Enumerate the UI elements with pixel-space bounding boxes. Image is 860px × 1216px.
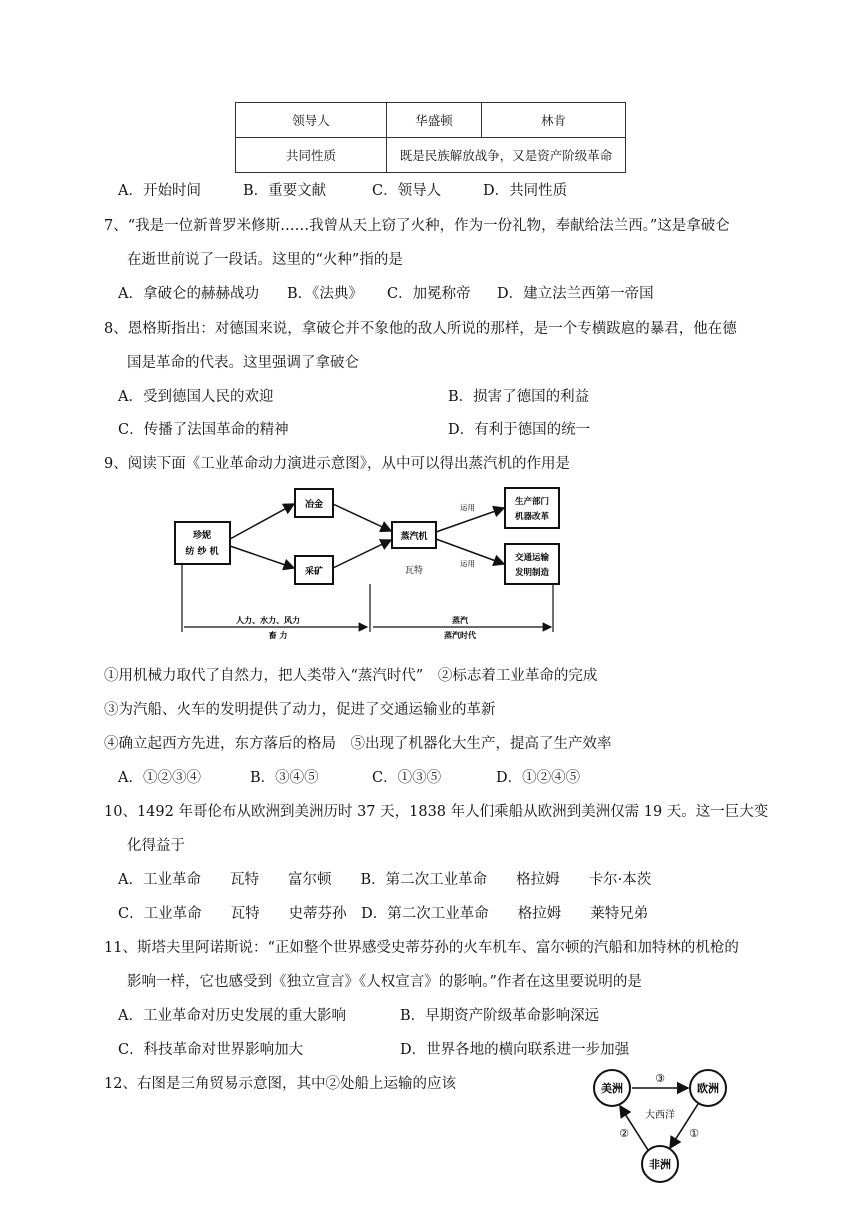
power-left-label-2: 畜 力 [268, 631, 288, 640]
americas-label: 美洲 [601, 1082, 623, 1095]
table-cell: 华盛顿 [387, 103, 482, 138]
apply-label-1: 运用 [460, 503, 475, 512]
q9-option-b: B．③④⑤ [250, 770, 319, 786]
q9-option-a: A．①②③④ [118, 770, 201, 786]
power-left-label-1: 人力、水力、风力 [236, 616, 300, 625]
ocean-label: 大西洋 [645, 1110, 675, 1121]
route-3-label: ③ [655, 1072, 665, 1085]
transport-label-1: 交通运输 [514, 553, 550, 563]
q11-stem-line1: 11、斯塔夫里阿诺斯说：“正如整个世界感受史蒂芬孙的火车机车、富尔顿的汽船和加特林的机枪的 [104, 940, 739, 956]
triangle-trade-diagram [590, 1066, 735, 1186]
production-box [505, 488, 559, 528]
q9-statement-1: ①用机械力取代了自然力，把人类带入“蒸汽时代” ②标志着工业革命的完成 [104, 668, 598, 684]
q8-stem-line2: 国是革命的代表。这里强调了拿破仑 [127, 355, 359, 371]
q10-options-row1: A．工业革命 瓦特 富尔顿 B．第二次工业革命 格拉姆 卡尔·本茨 [118, 872, 652, 888]
production-label-1: 生产部门 [514, 497, 550, 507]
watt-label: 瓦特 [404, 566, 424, 576]
steam-engine-label: 蒸汽机 [400, 532, 428, 542]
q7-option-c: C．加冕称帝 [387, 286, 471, 302]
q7-option-b: B．《法典》 [287, 286, 363, 302]
power-right-label-2: 蒸汽时代 [444, 631, 476, 640]
comparison-table [235, 102, 626, 173]
q6-option-b: B．重要文献 [243, 183, 327, 199]
spinning-jenny-box [175, 522, 230, 564]
q9-option-c: C．①③⑤ [372, 770, 442, 786]
q9-statement-3: ④确立起西方先进，东方落后的格局 ⑤出现了机器化大生产，提高了生产效率 [104, 736, 612, 752]
route-2-label: ② [619, 1127, 629, 1140]
q11-option-a: A．工业革命对历史发展的重大影响 [118, 1008, 346, 1024]
q12-stem: 12、右图是三角贸易示意图，其中②处船上运输的应该 [104, 1076, 456, 1092]
q10-stem-line1: 10、1492 年哥伦布从欧洲到美洲历时 37 天，1838 年人们乘船从欧洲到美洲仅需 19 天。这一巨大变 [104, 804, 769, 820]
table-cell: 共同性质 [236, 138, 387, 173]
europe-label: 欧洲 [697, 1082, 719, 1095]
q8-option-c: C．传播了法国革命的精神 [118, 422, 289, 438]
africa-label: 非洲 [649, 1158, 671, 1171]
q9-stem: 9、阅读下面《工业革命动力演进示意图》，从中可以得出蒸汽机的作用是 [104, 456, 570, 472]
q7-option-d: D．建立法兰西第一帝国 [497, 286, 654, 302]
q8-option-b: B．损害了德国的利益 [448, 389, 590, 405]
q7-stem-line2: 在逝世前说了一段话。这里的“火种”指的是 [127, 252, 403, 268]
q11-stem-line2: 影响一样，它也感受到《独立宣言》《人权宣言》的影响。”作者在这里要说明的是 [127, 974, 642, 990]
q7-stem-line1: 7、“我是一位新普罗米修斯……我曾从天上窃了火种，作为一份礼物，奉献给法兰西。”这是拿破仑 [104, 218, 730, 234]
q10-stem-line2: 化得益于 [127, 838, 185, 854]
q11-option-c: C．科技革命对世界影响加大 [118, 1042, 304, 1058]
power-evolution-diagram [170, 484, 570, 644]
q6-option-c: C．领导人 [372, 183, 442, 199]
transport-label-2: 发明制造 [514, 568, 550, 578]
transport-box [505, 544, 559, 584]
q6-option-d: D．共同性质 [483, 183, 568, 199]
q11-option-d: D．世界各地的横向联系进一步加强 [400, 1042, 630, 1058]
q9-statement-2: ③为汽船、火车的发明提供了动力，促进了交通运输业的革新 [104, 702, 496, 718]
q6-option-a: A．开始时间 [118, 183, 201, 199]
table-cell: 林肯 [482, 103, 626, 138]
spinning-jenny-label-1: 珍妮 [192, 531, 212, 541]
q8-stem-line1: 8、恩格斯指出：对德国来说，拿破仑并不象他的敌人所说的那样，是一个专横跋扈的暴君，他在德 [104, 321, 737, 337]
q7-option-a: A．拿破仑的赫赫战功 [118, 286, 259, 302]
apply-label-2: 运用 [460, 559, 475, 568]
table-row [236, 103, 626, 138]
q9-option-d: D．①②④⑤ [496, 770, 581, 786]
table-cell: 领导人 [236, 103, 387, 138]
q11-option-b: B．早期资产阶级革命影响深远 [400, 1008, 600, 1024]
q10-options-row2: C．工业革命 瓦特 史蒂芬孙 D．第二次工业革命 格拉姆 莱特兄弟 [118, 906, 649, 922]
table-cell: 既是民族解放战争，又是资产阶级革命 [387, 138, 626, 173]
table-row [236, 138, 626, 173]
power-right-label-1: 蒸汽 [452, 616, 468, 625]
smelting-label: 冶金 [304, 500, 324, 510]
spinning-jenny-label-2: 纺 纱 机 [185, 547, 219, 557]
route-1-label: ① [689, 1127, 699, 1140]
q8-option-d: D．有利于德国的统一 [448, 422, 591, 438]
q8-option-a: A．受到德国人民的欢迎 [118, 389, 274, 405]
mining-label: 采矿 [304, 567, 324, 577]
production-label-2: 机器改革 [514, 512, 550, 522]
